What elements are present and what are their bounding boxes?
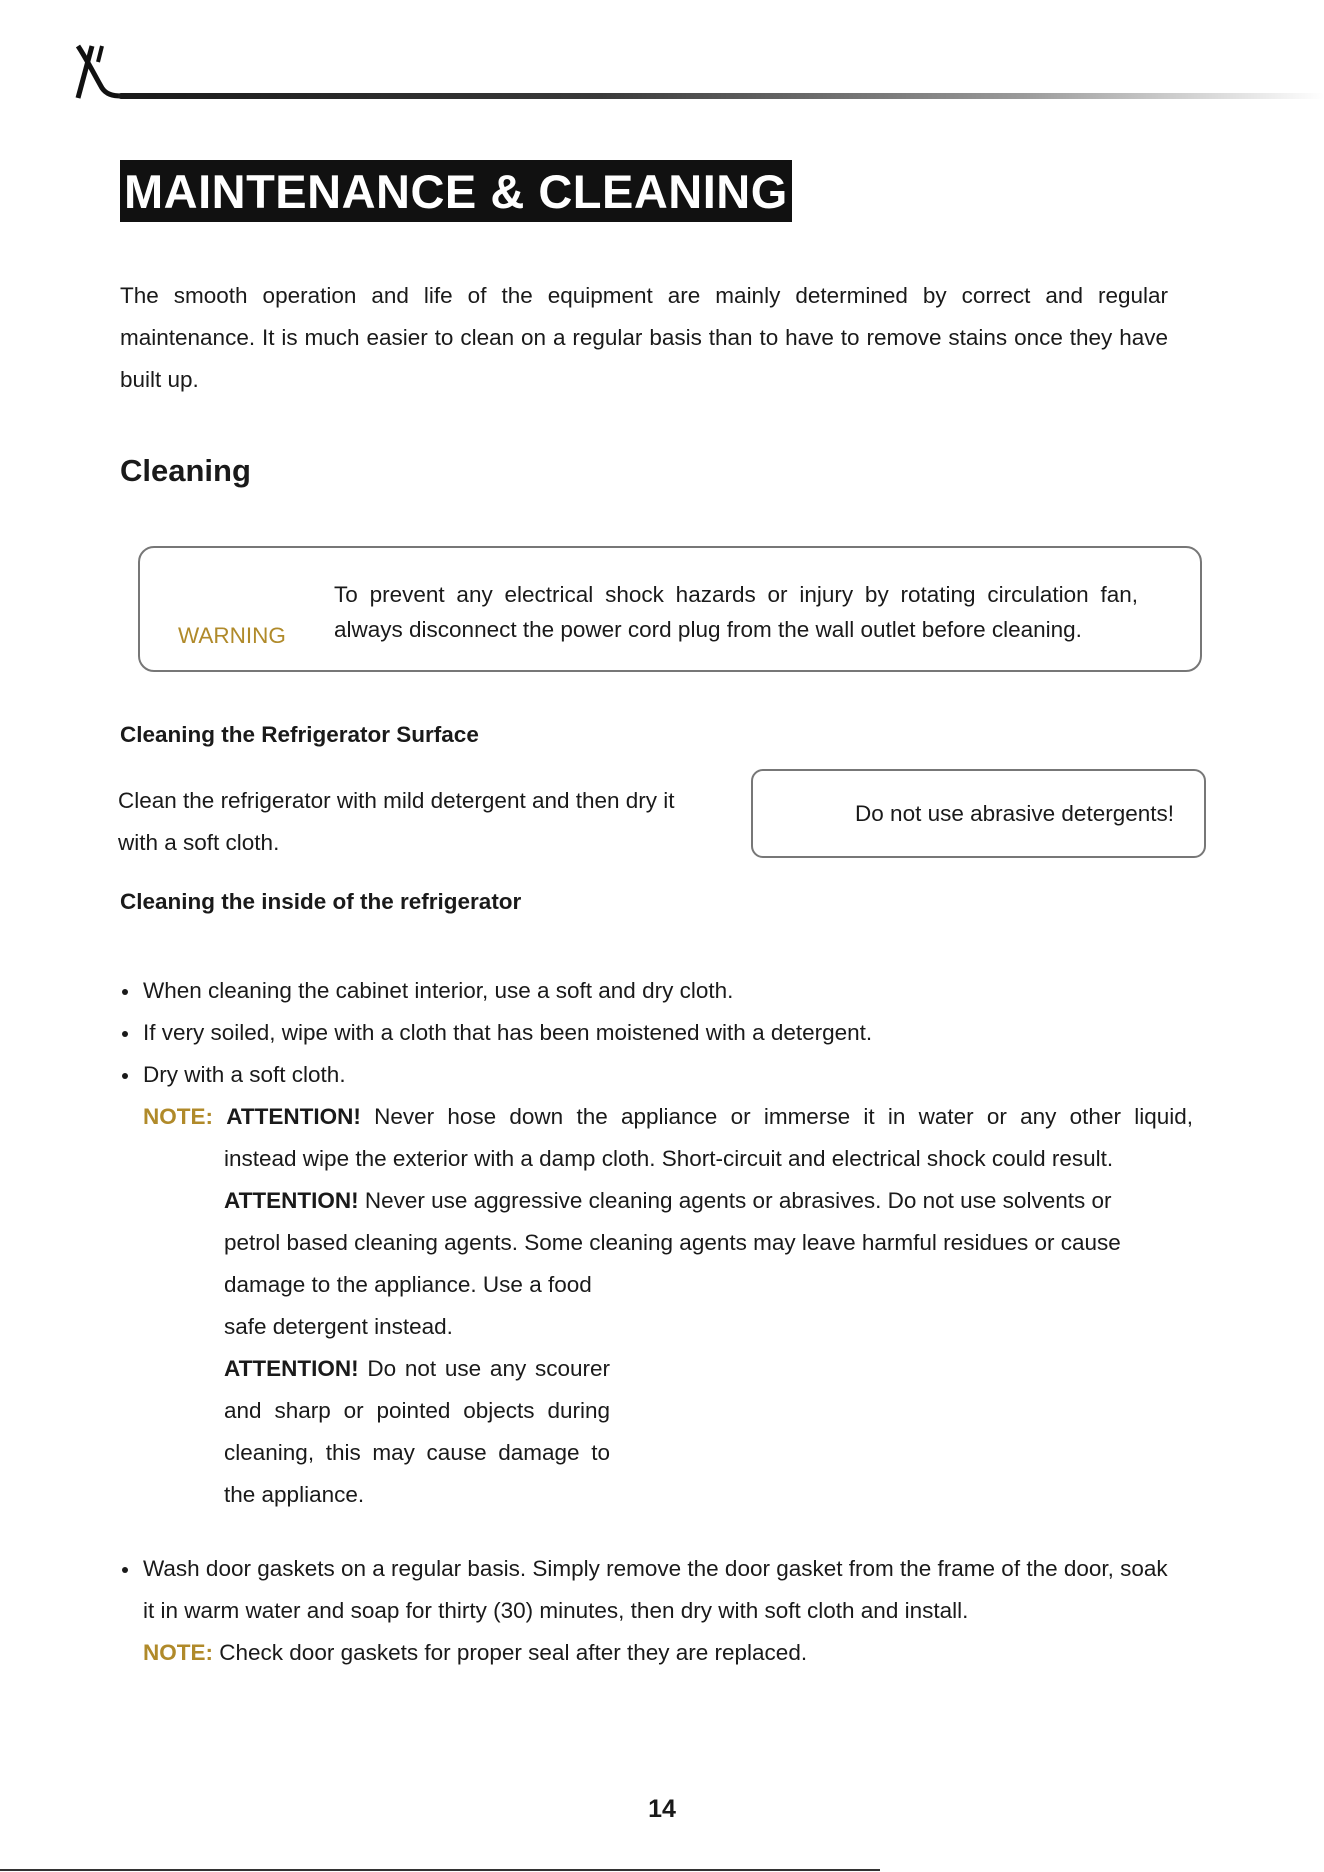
gasket-note — [120, 1632, 1210, 1674]
surface-line-2: with a soft cloth. — [118, 830, 280, 855]
warning-text — [334, 577, 1138, 647]
page-title: MAINTENANCE & CLEANING — [120, 160, 792, 222]
attention-3-line-3: cleaning, this may cause damage to — [224, 1440, 610, 1465]
attention-2-line-4: safe detergent instead. — [224, 1314, 453, 1339]
attention-3-line-1-wrap — [224, 1348, 610, 1390]
brand-logo-icon — [72, 44, 128, 100]
gasket-line-1: Wash door gaskets on a regular basis. Simply remove the door gasket from the frame of the door, soak — [120, 1548, 1210, 1590]
note-label: NOTE: — [143, 1640, 213, 1665]
attention-1-line-2: instead wipe the exterior with a damp cloth. Short-circuit and electrical shock could result. — [224, 1146, 1114, 1171]
attention-label: ATTENTION! — [224, 1188, 359, 1213]
warning-line-2: always disconnect the power cord plug from the wall outlet before cleaning. — [334, 617, 1082, 642]
section-heading-cleaning: Cleaning — [120, 453, 251, 488]
attention-3-line-1: Do not use any scourer — [367, 1356, 610, 1381]
attention-label: ATTENTION! — [224, 1356, 359, 1381]
warning-label: WARNING — [178, 623, 286, 648]
attention-2-line-1-wrap — [224, 1180, 1184, 1222]
attention-3-line-4: the appliance. — [224, 1482, 365, 1507]
attention-2-line-3: damage to the appliance. Use a food — [224, 1272, 592, 1297]
gasket-line-2: it in warm water and soap for thirty (30) minutes, then dry with soft cloth and install. — [143, 1598, 969, 1623]
inside-heading: Cleaning the inside of the refrigerator — [120, 889, 522, 914]
footer-rule — [0, 1869, 880, 1871]
header-rule — [118, 93, 1324, 99]
list-item: If very soiled, wipe with a cloth that has been moistened with a detergent. — [120, 1012, 1210, 1054]
gasket-note-text: Check door gaskets for proper seal after they are replaced. — [219, 1640, 808, 1665]
attention-1-line-1: Never hose down the appliance or immerse it in water or any other liquid, — [374, 1104, 1193, 1129]
attention-2-line-1: Never use aggressive cleaning agents or abrasives. Do not use solvents or — [364, 1188, 1112, 1213]
surface-text — [118, 780, 718, 864]
surface-heading: Cleaning the Refrigerator Surface — [120, 722, 479, 747]
warning-line-1: To prevent any electrical shock hazards or injury by rotating circulation fan, — [334, 582, 1138, 607]
note-attention-1 — [143, 1096, 1193, 1138]
list-item: Dry with a soft cloth. — [120, 1054, 1210, 1096]
attention-2-line-2: petrol based cleaning agents. Some cleaning agents may leave harmful residues or cause — [224, 1230, 1121, 1255]
intro-paragraph: The smooth operation and life of the equipment are mainly determined by correct and regular maintenance. It is much easier to clean on a regular basis than to have to remove stains once they have built up. — [120, 283, 1168, 392]
abrasive-note-box — [751, 769, 1206, 858]
note-label: NOTE: — [143, 1104, 213, 1129]
attention-label: ATTENTION! — [226, 1104, 361, 1129]
inside-bullet-list — [120, 970, 1210, 1096]
abrasive-note-text: Do not use abrasive detergents! — [855, 800, 1174, 826]
gasket-bullet — [120, 1548, 1210, 1674]
list-item: When cleaning the cabinet interior, use a soft and dry cloth. — [120, 970, 1210, 1012]
surface-line-1: Clean the refrigerator with mild detergent and then dry it — [118, 788, 675, 813]
page-number: 14 — [648, 1795, 676, 1823]
attention-3-line-2: and sharp or pointed objects during — [224, 1398, 610, 1423]
